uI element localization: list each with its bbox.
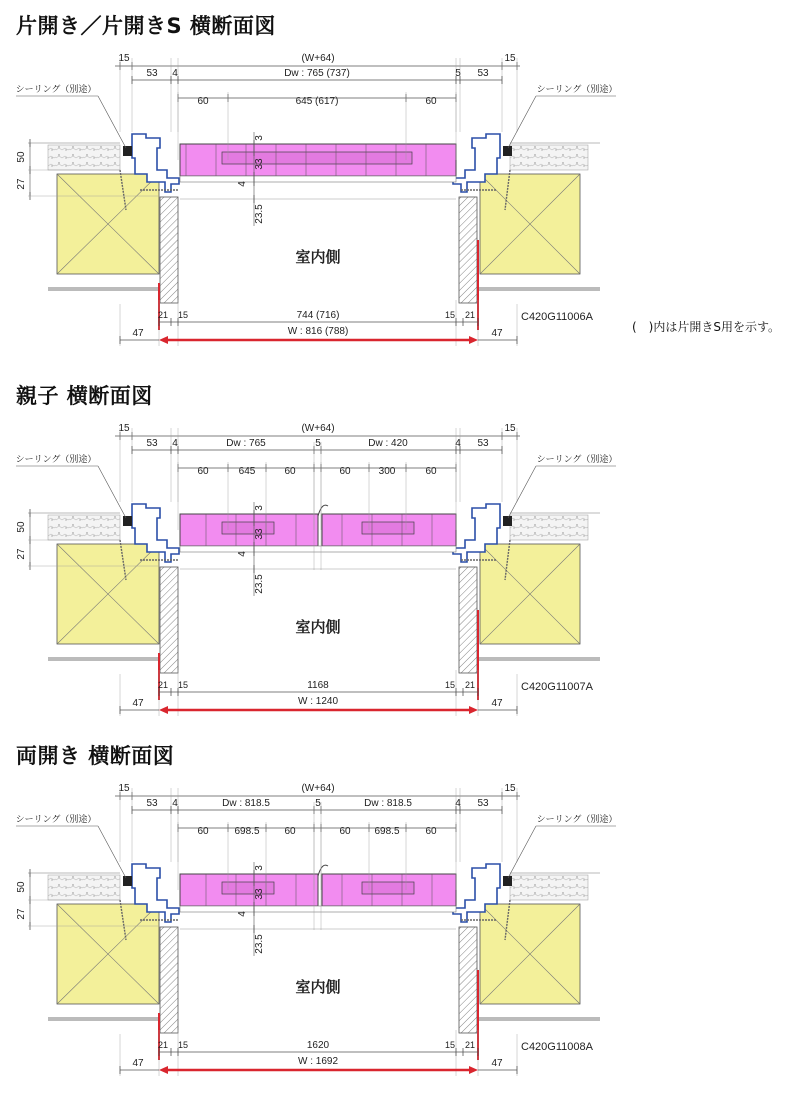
dimension-label: 300	[378, 466, 396, 477]
dimension-label: 1620	[306, 1040, 330, 1051]
w-arrow-left	[159, 1066, 168, 1074]
section-title: 両開き 横断面図	[16, 744, 175, 768]
jamb-hatch-right	[459, 197, 477, 303]
dimension-label: 4	[237, 551, 248, 557]
leader-line	[508, 466, 536, 518]
dimension-label: 33	[254, 158, 265, 170]
dimension-label: 15	[444, 680, 455, 690]
concrete-wall-right	[510, 145, 588, 170]
concrete-wall-left	[48, 875, 120, 900]
dimension-label: 21	[464, 310, 476, 320]
dimension-label: 47	[491, 1058, 503, 1069]
dimension-label: 23.5	[254, 204, 265, 224]
concrete-wall-right	[510, 875, 588, 900]
dimension-label: 47	[132, 698, 144, 709]
dimension-label: 698.5	[374, 826, 400, 837]
w-arrow-right	[469, 1066, 478, 1074]
dimension-label: 60	[284, 466, 296, 477]
dimension-label: 60	[197, 826, 209, 837]
dimension-label: 744 (716)	[296, 310, 340, 321]
dimension-label: (W+64)	[301, 53, 335, 64]
dimension-label: 15	[118, 53, 130, 64]
door-lever-rail	[222, 152, 412, 164]
sealing-label-right: シーリング（別途）	[536, 455, 618, 465]
dimension-label: 33	[254, 888, 265, 900]
w-arrow-right	[469, 336, 478, 344]
dimension-label: 4	[172, 438, 178, 449]
dimension-label: 15	[504, 423, 516, 434]
w-arrow-left	[159, 706, 168, 714]
sealant-left	[123, 146, 132, 156]
sealing-label-left: シーリング（別途）	[15, 85, 97, 95]
door-lever-rail	[362, 522, 414, 534]
dimension-label: 60	[284, 826, 296, 837]
dimension-label: 1168	[307, 680, 329, 691]
dimension-label: 4	[455, 438, 461, 449]
dimension-label: Dw : 818.5	[222, 798, 270, 809]
dimension-label: 21	[464, 1040, 476, 1050]
dimension-label: W : 1240	[297, 696, 339, 707]
dimension-label: 50	[16, 151, 27, 163]
jamb-hatch-left	[160, 927, 178, 1033]
dimension-label: 60	[425, 826, 437, 837]
cross-section-drawing	[0, 370, 800, 730]
sealant-right	[503, 516, 512, 526]
leader-line	[98, 826, 126, 878]
dimension-label: 47	[491, 328, 503, 339]
leader-line	[98, 96, 126, 148]
dimension-label: 21	[157, 680, 169, 690]
dimension-label: 3	[254, 135, 265, 141]
sealing-label-right: シーリング（別途）	[536, 815, 618, 825]
dimension-label: 53	[477, 68, 489, 79]
sealing-label-left: シーリング（別途）	[15, 455, 97, 465]
w-arrow-right	[469, 706, 478, 714]
leader-line	[508, 96, 536, 148]
dimension-label: 60	[425, 96, 437, 107]
sealing-label-right: シーリング（別途）	[536, 85, 618, 95]
leader-line	[98, 466, 126, 518]
dimension-label: 15	[504, 783, 516, 794]
dimension-label: 53	[146, 68, 158, 79]
door-stop	[180, 546, 456, 552]
dimension-label: 23.5	[254, 934, 265, 954]
indoor-side-label: 室内側	[295, 978, 341, 996]
dimension-label: 15	[178, 310, 189, 320]
sealant-right	[503, 876, 512, 886]
floor-strip-left	[48, 287, 158, 291]
floor-strip-right	[478, 1017, 600, 1021]
dimension-label: Dw : 818.5	[364, 798, 412, 809]
sealant-left	[123, 516, 132, 526]
dimension-label: Dw : 765	[226, 438, 266, 449]
dimension-label: 21	[157, 1040, 169, 1050]
dimension-label: Dw : 420	[368, 438, 408, 449]
dimension-label: 60	[197, 96, 209, 107]
dimension-label: 645 (617)	[295, 96, 339, 107]
jamb-hatch-left	[160, 197, 178, 303]
dimension-label: 15	[444, 310, 455, 320]
floor-strip-left	[48, 1017, 158, 1021]
indoor-side-label: 室内側	[295, 618, 341, 636]
dimension-label: 27	[16, 178, 27, 190]
dimension-label: 53	[477, 798, 489, 809]
dimension-label: 21	[157, 310, 169, 320]
door-stop	[180, 176, 456, 182]
dimension-label: 60	[425, 466, 437, 477]
concrete-wall-right	[510, 515, 588, 540]
dimension-label: 5	[315, 438, 321, 449]
floor-strip-right	[478, 287, 600, 291]
dimension-label: 53	[146, 798, 158, 809]
cross-section-drawing	[0, 0, 800, 360]
dimension-label: 5	[315, 798, 321, 809]
indoor-side-label: 室内側	[295, 248, 341, 266]
dimension-label: 5	[455, 68, 461, 79]
dimension-label: 645	[238, 466, 256, 477]
jamb-hatch-right	[459, 567, 477, 673]
section-parent-child	[0, 370, 800, 730]
dimension-label: 3	[254, 505, 265, 511]
w-arrow-left	[159, 336, 168, 344]
door-lever-rail	[362, 882, 414, 894]
drawing-code: C420G11007A	[521, 681, 593, 693]
dimension-label: 33	[254, 528, 265, 540]
dimension-label: 4	[237, 181, 248, 187]
drawing-code: C420G11006A	[521, 311, 593, 323]
dimension-label: 60	[339, 466, 351, 477]
door-stop	[180, 906, 456, 912]
section-single	[0, 0, 800, 360]
floor-strip-right	[478, 657, 600, 661]
dimension-label: 47	[132, 1058, 144, 1069]
dimension-label: 15	[118, 783, 130, 794]
sealant-right	[503, 146, 512, 156]
dimension-label: (W+64)	[301, 783, 335, 794]
leader-line	[508, 826, 536, 878]
dimension-label: 4	[172, 798, 178, 809]
dimension-label: 4	[172, 68, 178, 79]
section-title: 片開き／片開きS 横断面図	[16, 14, 276, 38]
dimension-label: (W+64)	[301, 423, 335, 434]
dimension-label: 3	[254, 865, 265, 871]
sealing-label-left: シーリング（別途）	[15, 815, 97, 825]
dimension-label: 15	[118, 423, 130, 434]
concrete-wall-left	[48, 145, 120, 170]
dimension-label: 27	[16, 548, 27, 560]
parenthesis-note: ( )内は片開きS用を示す。	[632, 320, 781, 334]
dimension-label: 23.5	[254, 574, 265, 594]
dimension-label: 15	[178, 680, 189, 690]
jamb-hatch-left	[160, 567, 178, 673]
dimension-label: 50	[16, 881, 27, 893]
dimension-label: 4	[237, 911, 248, 917]
section-title: 親子 横断面図	[16, 384, 153, 408]
dimension-label: 53	[146, 438, 158, 449]
dimension-label: 60	[339, 826, 351, 837]
dimension-label: 47	[132, 328, 144, 339]
dimension-label: 15	[178, 1040, 189, 1050]
dimension-label: 53	[477, 438, 489, 449]
jamb-hatch-right	[459, 927, 477, 1033]
dimension-label: 698.5	[234, 826, 260, 837]
dimension-label: 4	[455, 798, 461, 809]
drawing-code: C420G11008A	[521, 1041, 593, 1053]
dimension-label: 15	[444, 1040, 455, 1050]
dimension-label: Dw : 765 (737)	[284, 68, 350, 79]
dimension-label: 47	[491, 698, 503, 709]
dimension-label: 21	[464, 680, 476, 690]
dimension-label: W : 816 (788)	[287, 326, 349, 337]
dimension-label: W : 1692	[297, 1056, 339, 1067]
section-double	[0, 730, 800, 1090]
floor-strip-left	[48, 657, 158, 661]
dimension-label: 60	[197, 466, 209, 477]
sealant-left	[123, 876, 132, 886]
concrete-wall-left	[48, 515, 120, 540]
dimension-label: 15	[504, 53, 516, 64]
dimension-label: 50	[16, 521, 27, 533]
cross-section-drawing	[0, 730, 800, 1090]
dimension-label: 27	[16, 908, 27, 920]
